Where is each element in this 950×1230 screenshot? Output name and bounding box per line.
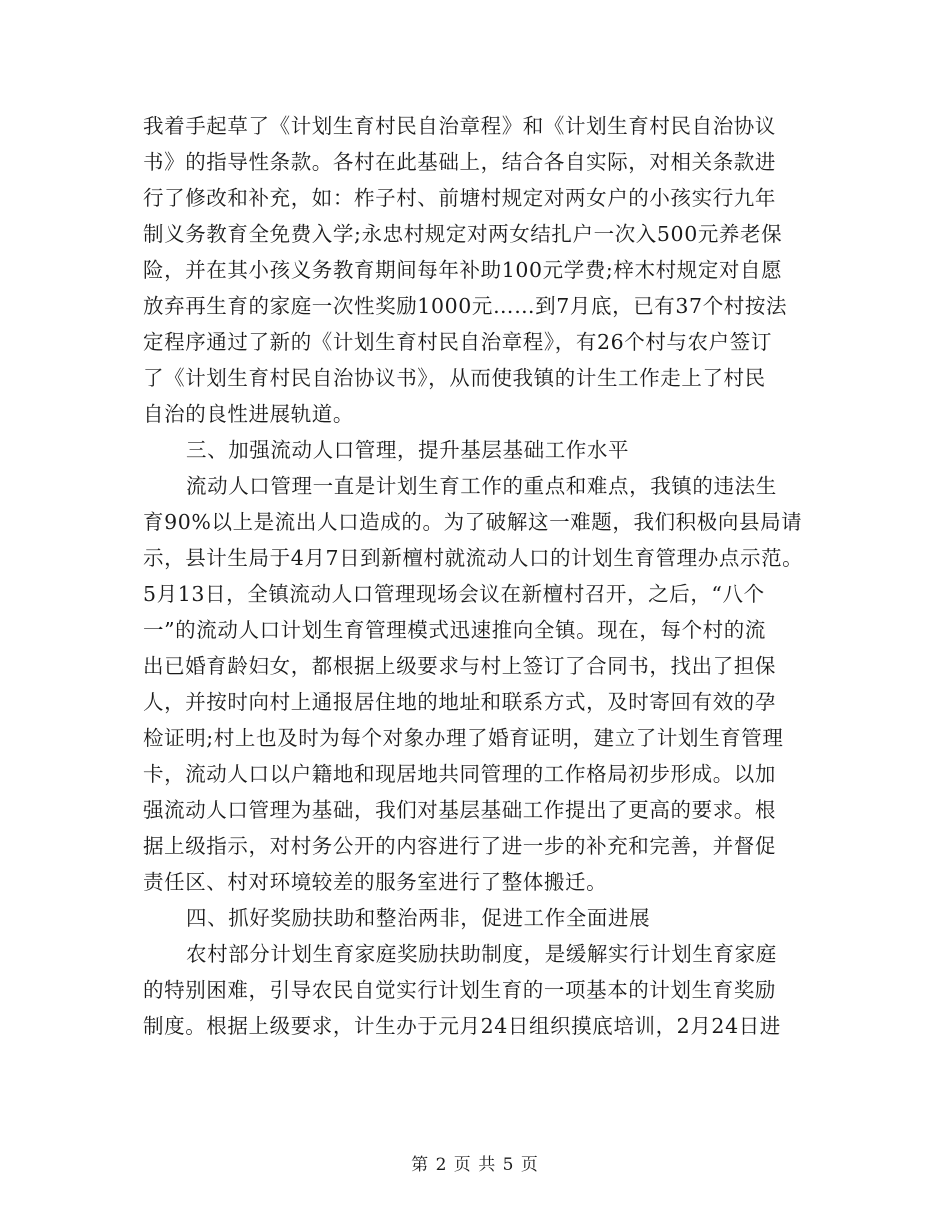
text-line: 我着手起草了《计划生育村民自治章程》和《计划生育村民自治协议	[143, 114, 776, 138]
text-line: 的特别困难，引导农民自觉实行计划生育的一项基本的计划生育奖励	[143, 978, 776, 1002]
text-line: 检证明;村上也及时为每个对象办理了婚育证明，建立了计划生育管理	[143, 726, 784, 750]
text-line: 行了修改和补充，如：柞子村、前塘村规定对两女户的小孩实行九年	[143, 186, 776, 210]
text-line: 卡，流动人口以户籍地和现居地共同管理的工作格局初步形成。以加	[143, 762, 776, 786]
text-line: 强流动人口管理为基础，我们对基层基础工作提出了更高的要求。根	[143, 798, 776, 822]
text-line: 据上级指示，对村务公开的内容进行了进一步的补充和完善，并督促	[143, 834, 776, 858]
text-line: 5月13日，全镇流动人口管理现场会议在新檀村召开，之后，“八个	[143, 582, 765, 606]
text-line: 制义务教育全免费入学;永忠村规定对两女结扎户一次入500元养老保	[143, 222, 783, 246]
text-line: 示，县计生局于4月7日到新檀村就流动人口的计划生育管理办点示范。	[143, 546, 804, 570]
text-line: 责任区、村对环境较差的服务室进行了整体搬迁。	[143, 870, 608, 894]
text-line: 人，并按时向村上通报居住地的地址和联系方式，及时寄回有效的孕	[143, 690, 776, 714]
section-heading: 四、抓好奖励扶助和整治两非，促进工作全面进展	[186, 906, 651, 930]
section-heading: 三、加强流动人口管理，提升基层基础工作水平	[186, 438, 630, 462]
text-line: 自治的良性进展轨道。	[143, 402, 354, 426]
text-line: 出已婚育龄妇女，都根据上级要求与村上签订了合同书，找出了担保	[143, 654, 776, 678]
text-line: 农村部分计划生育家庭奖励扶助制度，是缓解实行计划生育家庭	[186, 942, 777, 966]
page-number-footer: 第 2 页 共 5 页	[411, 1155, 539, 1175]
text-line: 险，并在其小孩义务教育期间每年补助100元学费;梓木村规定对自愿	[143, 258, 783, 282]
text-line: 流动人口管理一直是计划生育工作的重点和难点，我镇的违法生	[186, 474, 777, 498]
text-line: 书》的指导性条款。各村在此基础上，结合各自实际，对相关条款进	[143, 150, 776, 174]
text-line: 了《计划生育村民自治协议书》，从而使我镇的计生工作走上了村民	[143, 366, 766, 390]
text-line: 放弃再生育的家庭一次性奖励1000元……到7月底，已有37个村按法	[143, 294, 788, 318]
text-line: 定程序通过了新的《计划生育村民自治章程》，有26个村与农户签订	[143, 330, 772, 354]
text-line: 一”的流动人口计划生育管理模式迅速推向全镇。现在，每个村的流	[143, 618, 766, 642]
text-line: 育90%以上是流出人口造成的。为了破解这一难题，我们积极向县局请	[143, 510, 803, 534]
text-line: 制度。根据上级要求，计生办于元月24日组织摸底培训，2月24日进	[143, 1014, 781, 1038]
